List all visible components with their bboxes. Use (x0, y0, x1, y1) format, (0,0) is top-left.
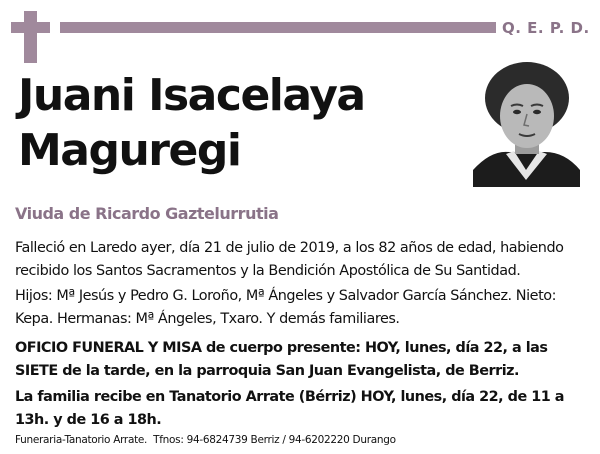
portrait-image (473, 58, 580, 187)
name-line-2: Maguregi (18, 125, 241, 176)
funeral-home-footer: Funeraria-Tanatorio Arrate. Tfnos: 94-6824739 Berriz / 94-6202220 Durango (15, 434, 396, 446)
family-paragraph: Hijos: Mª Jesús y Pedro G. Loroño, Mª Ángeles y Salvador García Sánchez. Nieto: Kepa. Hermanas: Mª Ángeles, Txaro. Y demás familiares. (15, 288, 557, 327)
header-rule (60, 22, 496, 33)
widow-of-subtitle: Viuda de Ricardo Gaztelurrutia (15, 204, 279, 223)
cross-icon-horizontal (11, 22, 50, 33)
death-notice-paragraph: Falleció en Laredo ayer, día 21 de julio de 2019, a los 82 años de edad, habiendo recibido los Santos Sacramentos y la Bendición Apostólica de Su Santidad. (15, 240, 564, 279)
deceased-name (18, 68, 458, 178)
name-line-1: Juani Isacelaya (18, 70, 365, 121)
qepd-label: Q. E. P. D. (502, 19, 590, 37)
funeral-paragraph: OFICIO FUNERAL Y MISA de cuerpo presente: HOY, lunes, día 22, a las SIETE de la tarde, en la parroquia San Juan Evangelista, de Berriz. (15, 340, 548, 379)
portrait-photo (473, 58, 580, 187)
visitation-paragraph: La familia recibe en Tanatorio Arrate (Bérriz) HOY, lunes, día 22, de 11 a 13h. y de 16 a 18h. (15, 389, 564, 428)
cross-icon-vertical (24, 11, 37, 63)
